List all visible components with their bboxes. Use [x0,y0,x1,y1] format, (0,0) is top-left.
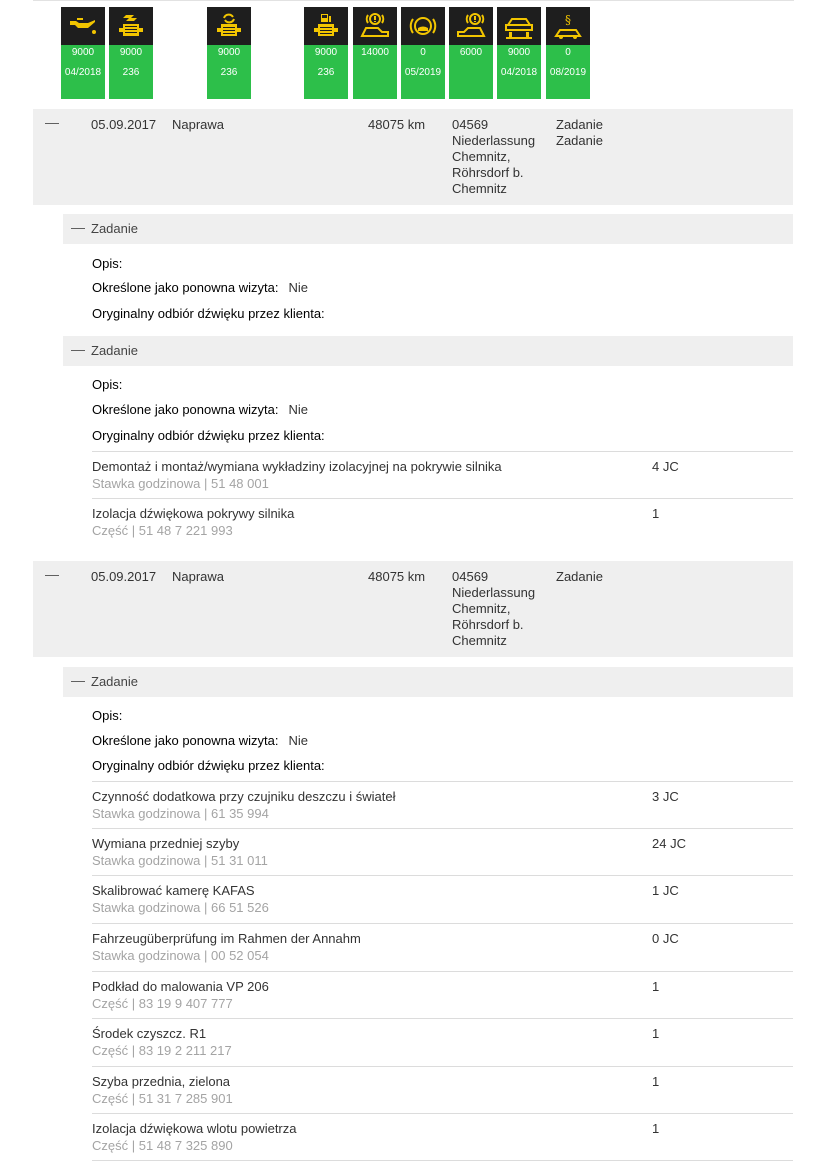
divider [92,1066,793,1067]
item-code: Stawka godzinowa | 61 35 994 [92,806,269,821]
divider [92,1160,793,1161]
svg-text:§: § [565,13,571,27]
job-header[interactable] [63,214,793,244]
brake-rear-icon [449,7,493,45]
item-quantity: 0 JC [652,931,679,946]
brake-front-icon [353,7,397,45]
divider [92,971,793,972]
item-code: Część | 51 48 7 221 993 [92,523,233,538]
list-item[interactable] [92,971,793,1018]
indicator-legal-inspection[interactable] [546,7,590,99]
indicator-due: 05/2019 [401,61,445,99]
legal-inspection-icon [546,7,590,45]
item-quantity: 1 JC [652,883,679,898]
customer-statement-field [92,758,325,773]
divider [92,923,793,924]
item-name: Izolacja dźwiękowa wlotu powietrza [92,1121,297,1136]
item-quantity: 1 [652,1074,660,1089]
visit-row[interactable] [33,561,793,657]
divider [92,1018,793,1019]
indicator-vehicle-check[interactable] [497,7,541,99]
item-quantity: 24 JC [652,836,686,851]
job-header[interactable] [63,336,793,366]
visit-row[interactable] [33,109,793,205]
indicator-value: 9000 [497,45,541,61]
indicator-value: 0 [401,45,445,61]
indicator-due: 236 [207,61,251,99]
visit-date: 05.09.2017 [91,117,157,132]
item-name: Demontaż i montaż/wymiana wykładziny izolacyjnej na pokrywie silnika [92,459,502,474]
item-code: Część | 51 31 7 285 901 [92,1091,233,1106]
field-value: Nie [288,733,308,748]
indicator-due: 08/2019 [546,61,590,99]
revisit-field [92,280,308,295]
divider [92,451,793,452]
dealer-line: Chemnitz, [452,149,511,164]
item-quantity: 1 [652,1026,660,1041]
item-name: Środek czyszcz. R1 [92,1026,207,1041]
list-item[interactable] [92,1066,793,1113]
item-code: Stawka godzinowa | 66 51 526 [92,900,269,915]
visit-dealer [452,117,535,197]
list-item[interactable] [92,781,793,828]
divider [92,781,793,782]
collapse-icon[interactable]: — [71,219,85,235]
divider [92,1113,793,1114]
collapse-icon[interactable]: — [71,341,85,357]
task-label: Zadanie [556,569,603,584]
indicator-due: 04/2018 [497,61,541,99]
fuel-filter-icon [304,7,348,45]
item-name: Fahrzeugüberprüfung im Rahmen der Annahm [92,931,361,946]
dealer-line: Röhrsdorf b. [452,165,524,180]
item-code: Część | 83 19 9 407 777 [92,996,233,1011]
list-item[interactable] [92,498,793,545]
divider [92,828,793,829]
field-label: Oryginalny odbiór dźwięku przez klienta: [92,758,325,773]
engine-oil-icon [61,7,105,45]
divider [92,498,793,499]
job-title: Zadanie [91,221,138,236]
item-code: Część | 83 19 2 211 217 [92,1043,232,1058]
list-item[interactable] [92,1018,793,1065]
list-item[interactable] [92,923,793,970]
indicator-particle-filter[interactable] [109,7,153,99]
dealer-line: Chemnitz, [452,601,511,616]
visit-type: Naprawa [172,117,225,132]
job-title: Zadanie [91,343,138,358]
task-label: Zadanie [556,117,603,132]
visit-dealer [452,569,535,649]
indicator-brake-rear[interactable] [449,7,493,99]
vehicle-check-icon [497,7,541,45]
item-name: Wymiana przedniej szyby [92,836,240,851]
top-divider [33,0,794,1]
field-label: Opis: [92,256,123,271]
indicator-value: 9000 [61,45,105,61]
job-title: Zadanie [91,674,138,689]
dealer-line: Niederlassung [452,585,536,600]
field-label: Określone jako ponowna wizyta: [92,280,279,295]
collapse-icon[interactable]: — [71,672,85,688]
task-label: Zadanie [556,133,603,148]
indicator-value: 9000 [207,45,251,61]
collapse-icon[interactable]: — [45,114,59,130]
item-name: Szyba przednia, zielona [92,1074,231,1089]
item-quantity: 3 JC [652,789,679,804]
indicator-fuel-filter[interactable] [304,7,348,99]
indicator-value: 6000 [449,45,493,61]
item-quantity: 1 [652,1121,660,1136]
indicator-value: 0 [546,45,590,61]
field-label: Opis: [92,708,123,723]
dealer-line: Niederlassung [452,133,536,148]
divider [92,1160,793,1161]
field-label: Określone jako ponowna wizyta: [92,733,279,748]
indicator-engine-oil[interactable] [61,7,105,99]
dealer-line: Röhrsdorf b. [452,617,524,632]
field-label: Oryginalny odbiór dźwięku przez klienta: [92,428,325,443]
item-code: Część | 51 48 7 325 890 [92,1138,233,1153]
item-quantity: 1 [652,979,660,994]
description-field [92,377,122,392]
field-label: Opis: [92,377,123,392]
revisit-field [92,402,308,417]
customer-statement-field [92,306,325,321]
indicator-value: 9000 [109,45,153,61]
visit-mileage: 48075 km [368,569,426,584]
item-code: Stawka godzinowa | 51 48 001 [92,476,269,491]
indicator-due: 04/2018 [61,61,105,99]
visit-mileage: 48075 km [368,117,426,132]
indicator-brake-front[interactable] [353,7,397,99]
list-item[interactable] [92,875,793,922]
item-name: Izolacja dźwiękowa pokrywy silnika [92,506,295,521]
item-name: Skalibrować kamerę KAFAS [92,883,255,898]
revisit-field [92,733,308,748]
item-name: Podkład do malowania VP 206 [92,979,269,994]
dealer-line: 04569 [452,569,489,584]
item-quantity: 1 [652,506,660,521]
visit-tasks [556,569,603,585]
item-quantity: 4 JC [652,459,679,474]
item-code: Stawka godzinowa | 51 31 011 [92,853,268,868]
indicator-due [353,61,397,99]
description-field [92,256,122,271]
visit-tasks [556,117,603,149]
field-label: Oryginalny odbiór dźwięku przez klienta: [92,306,325,321]
collapse-icon[interactable]: — [45,566,59,582]
list-item[interactable] [92,451,793,498]
list-item[interactable] [92,828,793,875]
field-value: Nie [288,402,308,417]
description-field [92,708,122,723]
filter-refresh-icon [207,7,251,45]
indicator-due: 236 [304,61,348,99]
dealer-line: Chemnitz [452,633,507,648]
particle-filter-icon [109,7,153,45]
divider [92,875,793,876]
job-header[interactable] [63,667,793,697]
item-name: Czynność dodatkowa przy czujniku deszczu i świateł [92,789,396,804]
dealer-line: Chemnitz [452,181,507,196]
dealer-line: 04569 [452,117,489,132]
indicator-due: 236 [109,61,153,99]
visit-type: Naprawa [172,569,225,584]
list-item[interactable] [92,1113,793,1160]
field-label: Określone jako ponowna wizyta: [92,402,279,417]
indicator-value: 14000 [353,45,397,61]
indicator-brake-fluid[interactable] [401,7,445,99]
indicator-value: 9000 [304,45,348,61]
visit-date: 05.09.2017 [91,569,157,584]
field-value: Nie [288,280,308,295]
customer-statement-field [92,428,325,443]
indicator-filter-refresh[interactable] [207,7,251,99]
indicator-due [449,61,493,99]
brake-fluid-icon [401,7,445,45]
item-code: Stawka godzinowa | 00 52 054 [92,948,269,963]
